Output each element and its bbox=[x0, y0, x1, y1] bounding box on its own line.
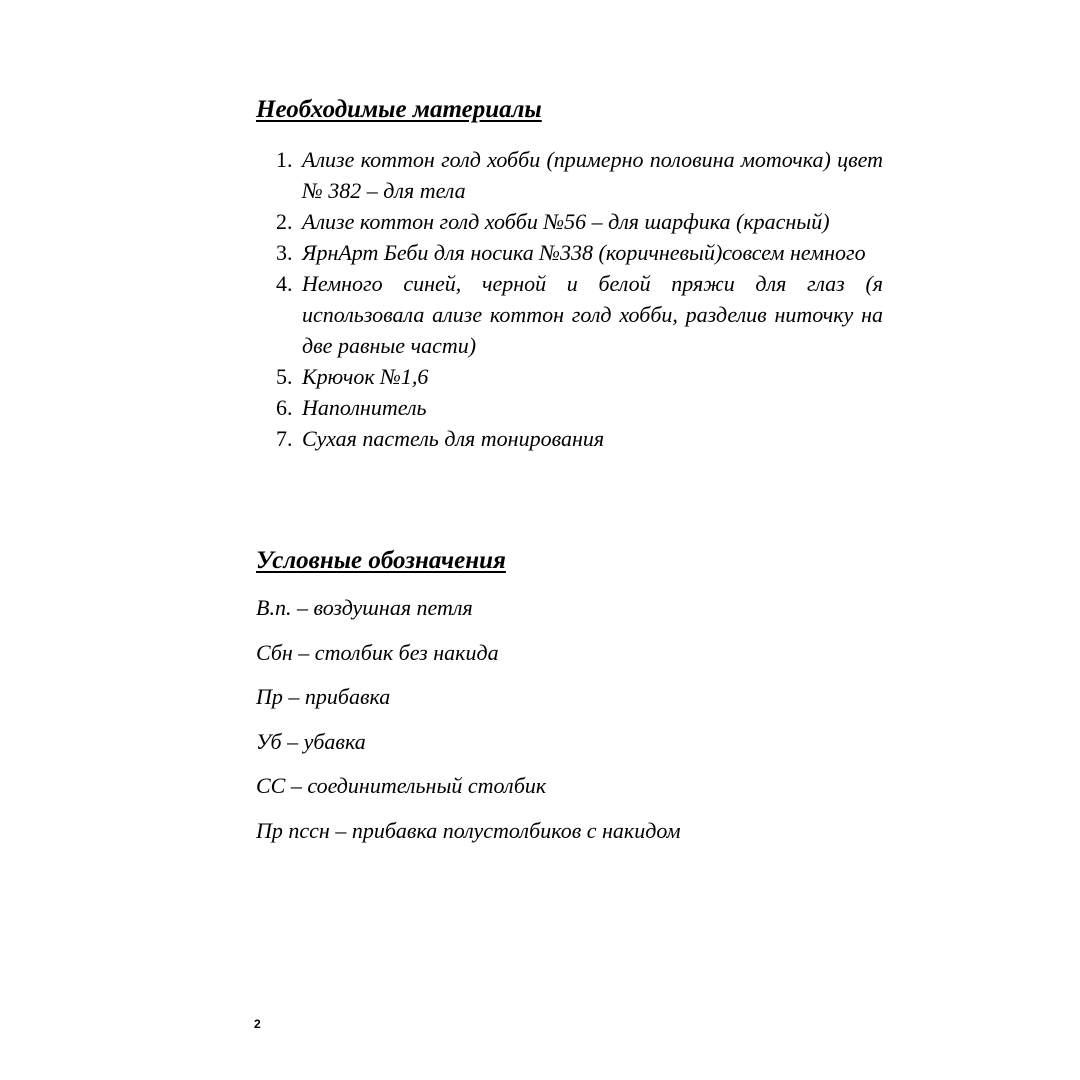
page-number: 2 bbox=[254, 1017, 261, 1031]
materials-heading: Необходимые материалы bbox=[256, 96, 542, 123]
legend-item: Пр пссн – прибавка полустолбиков с накидом bbox=[256, 817, 681, 843]
list-item bbox=[276, 423, 883, 454]
legend-item: СС – соединительный столбик bbox=[256, 773, 547, 799]
item-number: 6. bbox=[276, 395, 293, 420]
list-item bbox=[276, 237, 883, 268]
item-text: Сухая пастель для тонирования bbox=[302, 426, 605, 451]
legend-heading: Условные обозначения bbox=[256, 547, 506, 574]
materials-list bbox=[276, 144, 883, 454]
legend-item: В.п. – воздушная петля bbox=[256, 595, 473, 620]
legend-item: Сбн – столбик без накида bbox=[256, 639, 499, 665]
item-number: 1. bbox=[276, 147, 293, 172]
item-number: 3. bbox=[276, 240, 293, 265]
item-text: ЯрнАрт Беби для носика №338 (коричневый)совсем немного bbox=[302, 240, 866, 265]
list-item bbox=[276, 144, 883, 206]
legend-item: Пр – прибавка bbox=[256, 684, 391, 710]
item-text: Наполнитель bbox=[302, 395, 427, 420]
item-number: 2. bbox=[276, 209, 293, 234]
legend-item: Уб – убавка bbox=[256, 728, 366, 754]
list-item bbox=[276, 361, 883, 392]
item-text: Крючок №1,6 bbox=[302, 364, 429, 389]
item-text: Ализе коттон голд хобби (примерно половина моточка) цвет № 382 – для тела bbox=[302, 147, 883, 203]
list-item bbox=[276, 392, 883, 423]
item-number: 5. bbox=[276, 364, 293, 389]
list-item bbox=[276, 268, 883, 361]
item-text: Немного синей, черной и белой пряжи для глаз (я использовала ализе коттон голд хобби, разделив ниточку на две равные части) bbox=[302, 271, 883, 358]
item-number: 7. bbox=[276, 426, 293, 451]
list-item bbox=[276, 206, 883, 237]
item-number: 4. bbox=[276, 271, 293, 296]
legend-list bbox=[256, 592, 681, 860]
item-text: Ализе коттон голд хобби №56 – для шарфика (красный) bbox=[302, 209, 830, 234]
